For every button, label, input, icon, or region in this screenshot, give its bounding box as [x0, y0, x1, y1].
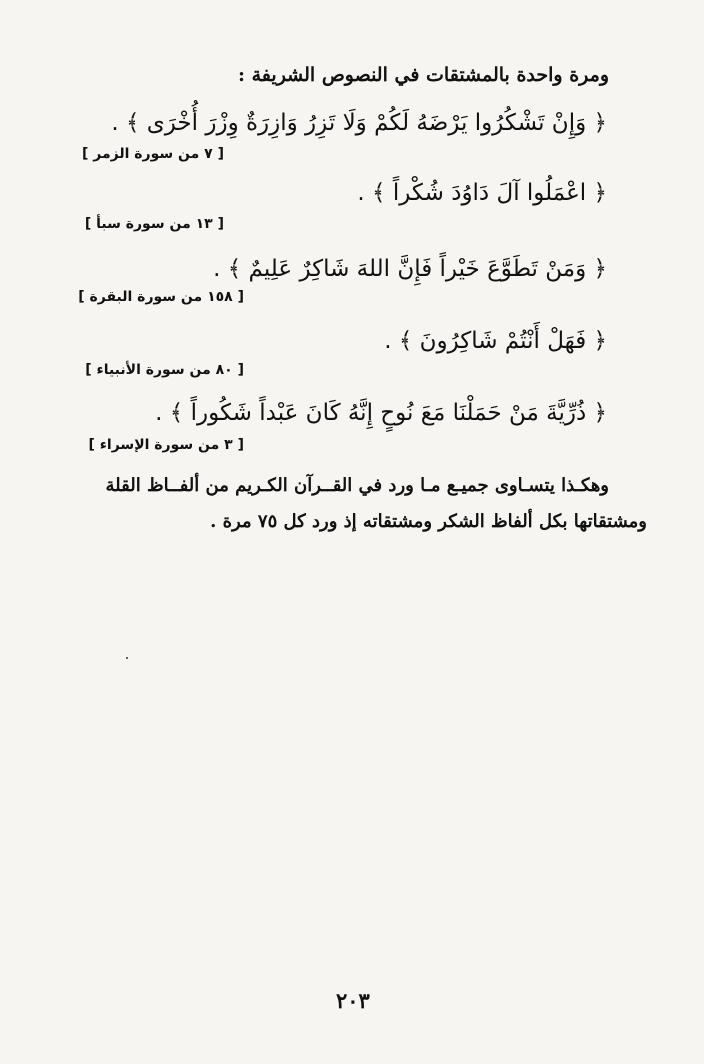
verse-reference: [ ١٥٨ من سورة البقرة ]: [78, 289, 244, 305]
verse-reference: [ ٣ من سورة الإسراء ]: [88, 437, 244, 453]
summary-line: ومشتقاتها بكل ألفاظ الشكر ومشتقاته إذ ورد كل ٧٥ مرة .: [210, 511, 647, 532]
verse-reference: [ ٨٠ من سورة الأنبياء ]: [85, 362, 244, 378]
quran-verse: ﴿ وَإِنْ تَشْكُرُوا يَرْضَهُ لَكُمْ وَلَا تَزِرُ وَازِرَةٌ وِزْرَ أُخْرَى ﴾ .: [111, 110, 607, 136]
verse-reference: [ ١٣ من سورة سبأ ]: [84, 216, 224, 232]
summary-line: وهكـذا يتسـاوى جميـع مـا ورد في القــرآن الكـريم من ألفــاظ القلة: [105, 475, 609, 496]
quran-verse: ﴿ اعْمَلُوا آلَ دَاوُدَ شُكْراً ﴾ .: [357, 180, 607, 206]
page-number: ٢٠٣: [336, 988, 370, 1013]
quran-verse: ﴿ فَهَلْ أَنْتُمْ شَاكِرُونَ ﴾ .: [384, 328, 607, 354]
verse-reference: [ ٧ من سورة الزمر ]: [82, 146, 224, 162]
quran-verse: ﴿ ذُرِّيَّةَ مَنْ حَمَلْنَا مَعَ نُوحٍ إِنَّهُ كَانَ عَبْداً شَكُوراً ﴾ .: [155, 400, 607, 426]
intro-line: ومرة واحدة بالمشتقات في النصوص الشريفة :: [237, 64, 609, 86]
ink-speck: [126, 657, 128, 659]
quran-verse: ﴿ وَمَنْ تَطَوَّعَ خَيْراً فَإِنَّ اللهَ شَاكِرٌ عَلِيمٌ ﴾ .: [213, 256, 607, 282]
